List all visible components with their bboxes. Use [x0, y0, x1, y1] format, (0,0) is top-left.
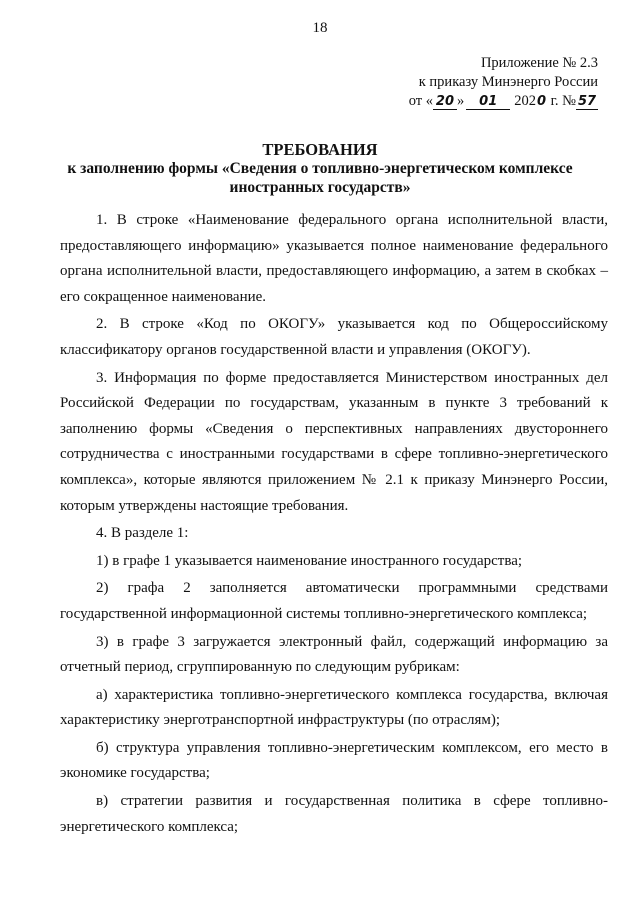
page-number: 18 — [312, 20, 328, 36]
document-body — [60, 208, 608, 840]
list-item-2: 2) графа 2 заполняется автоматически программными средствами государственной информационной системы топливно-энергетического комплекса; — [60, 580, 608, 622]
title-heading: ТРЕБОВАНИЯ — [262, 140, 378, 159]
appendix-date-line — [409, 92, 598, 111]
sub-item-a: а) характеристика топливно-энергетического комплекса государства, включая характеристику энерготранспортной инфраструктуры (по отраслям); — [60, 686, 608, 729]
title-subtitle-line-1: к заполнению формы «Сведения о топливно-энергетическом комплексе — [67, 160, 573, 177]
handwritten-order-number: 57 — [577, 94, 597, 109]
handwritten-year-digit: 0 — [536, 94, 546, 109]
handwritten-month: 01 — [466, 94, 510, 110]
paragraph-1: 1. В строке «Наименование федерального органа исполнительной власти, предоставляющего информацию» указывается полное наименование федерального органа исполнительной власти, предоставляющего информацию, а затем в скобках – его сокращенное наименование. — [60, 212, 608, 305]
handwritten-day: 20 — [433, 94, 457, 110]
title-subtitle-line-2: иностранных государств» — [229, 179, 411, 196]
sub-item-b: б) структура управления топливно-энергетическим комплексом, его место в экономике государства; — [60, 739, 608, 782]
appendix-order-reference: к приказу Минэнерго России — [418, 74, 598, 90]
document-title — [60, 140, 580, 197]
appendix-number: Приложение № 2.3 — [480, 55, 598, 71]
paragraph-4: 4. В разделе 1: — [96, 525, 189, 542]
paragraph-3: 3. Информация по форме предоставляется Министерством иностранных дел Российской Федерации по государствам, указанным в пункте 3 требований к заполнению формы «Сведения о перспективных направлениях двустороннего сотрудничества с иностранными государствами в сфере топливно-энергетического комплекса», которые являются приложением № 2.1 к приказу Минэнерго России, которым утверждены настоящие требования. — [60, 369, 608, 514]
sub-item-v: в) стратегии развития и государственная политика в сфере топливно-энергетического комплекса; — [60, 793, 608, 835]
appendix-header — [409, 54, 598, 111]
date-mid: » — [456, 93, 465, 109]
list-item-1: 1) в графе 1 указывается наименование иностранного государства; — [96, 552, 523, 569]
paragraph-2: 2. В строке «Код по ОКОГУ» указывается код по Общероссийскому классификатору органов государственной власти и управления (ОКОГУ). — [60, 316, 608, 358]
list-item-3: 3) в графе 3 загружается электронный файл, содержащий информацию за отчетный период, сгруппированную по следующим рубрикам: — [60, 633, 608, 676]
year-suffix: г. № — [546, 93, 576, 109]
date-prefix: от « — [408, 93, 433, 109]
year-prefix: 202 — [514, 93, 536, 109]
